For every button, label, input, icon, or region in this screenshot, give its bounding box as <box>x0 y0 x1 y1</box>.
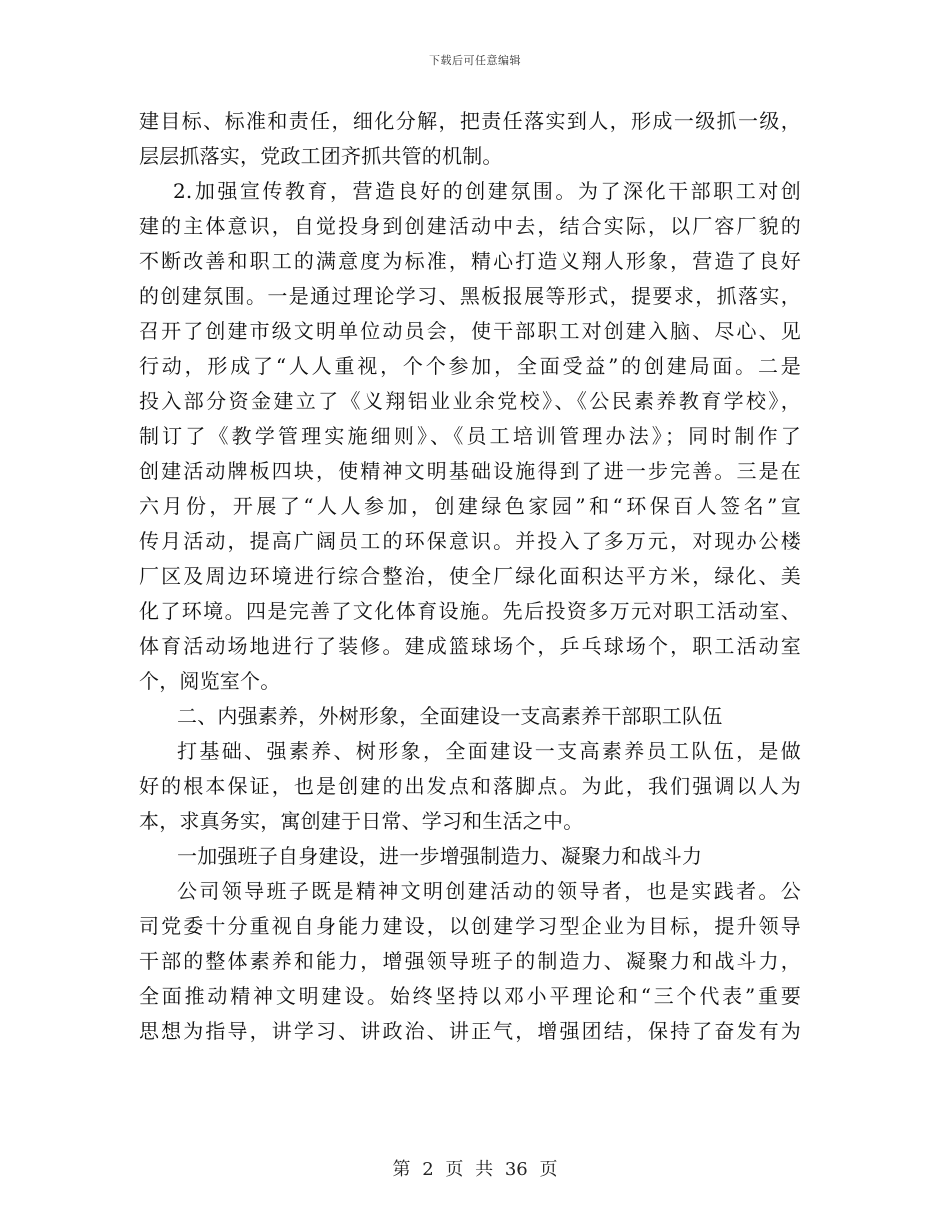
text-line: 司党委十分重视自身能力建设，以创建学习型企业为目标，提升领导 <box>139 914 801 938</box>
text-line: 化了环境。四是完善了文化体育设施。先后投资多万元对职工活动室、 <box>139 599 801 623</box>
document-body <box>139 104 801 1049</box>
text-line: 好的根本保证，也是创建的出发点和落脚点。为此，我们强调以人为 <box>139 774 801 798</box>
text-line: 创建活动牌板四块，使精神文明基础设施得到了进一步完善。三是在 <box>139 459 801 483</box>
page-header: 下载后可任意编辑 <box>429 54 521 67</box>
text-line: 召开了创建市级文明单位动员会，使干部职工对创建入脑、尽心、见 <box>139 319 801 343</box>
text-line: 不断改善和职工的满意度为标准，精心打造义翔人形象，营造了良好 <box>139 249 801 273</box>
text-line: 打基础、强素养、树形象，全面建设一支高素养员工队伍，是做 <box>177 739 801 763</box>
text-line: 个，阅览室个。 <box>139 669 281 693</box>
section-heading: 二、内强素养，外树形象，全面建设一支高素养干部职工队伍 <box>177 704 723 728</box>
text-line: 行动，形成了“人人重视，个个参加，全面受益”的创建局面。二是 <box>139 354 801 378</box>
text-line: 六月份，开展了“人人参加，创建绿色家园”和“环保百人签名”宣 <box>139 494 801 518</box>
text-line: 体育活动场地进行了装修。建成篮球场个，乒乓球场个，职工活动室 <box>139 634 801 658</box>
text-line: 本，求真务实，寓创建于日常、学习和生活之中。 <box>139 809 584 833</box>
text-line: 厂区及周边环境进行综合整治，使全厂绿化面积达平方米，绿化、美 <box>139 564 801 588</box>
text-line: 全面推动精神文明建设。始终坚持以邓小平理论和“三个代表”重要 <box>139 984 801 1008</box>
page-number: 第 2 页 共 36 页 <box>392 1159 558 1180</box>
text-line: 建目标、标准和责任，细化分解，把责任落实到人，形成一级抓一级， <box>139 109 801 133</box>
text-line: 建的主体意识，自觉投身到创建活动中去，结合实际，以厂容厂貌的 <box>139 214 801 238</box>
text-line: 层层抓落实，党政工团齐抓共管的机制。 <box>139 144 503 168</box>
text-line: 公司领导班子既是精神文明创建活动的领导者，也是实践者。公 <box>177 879 801 903</box>
subsection-heading: 一加强班子自身建设，进一步增强制造力、凝聚力和战斗力 <box>177 844 703 868</box>
text-line: 思想为指导，讲学习、讲政治、讲正气，增强团结，保持了奋发有为 <box>139 1019 801 1043</box>
text-line: 的创建氛围。一是通过理论学习、黑板报展等形式，提要求，抓落实， <box>139 284 801 308</box>
text-line: 传月活动，提高广阔员工的环保意识。并投入了多万元，对现办公楼 <box>139 529 801 553</box>
paragraph-heading: 2.加强宣传教育，营造良好的创建氛围。为了深化干部职工对创 <box>173 179 801 203</box>
text-line: 制订了《教学管理实施细则》、《员工培训管理办法》；同时制作了 <box>139 424 801 448</box>
text-line: 干部的整体素养和能力，增强领导班子的制造力、凝聚力和战斗力， <box>139 949 801 973</box>
text-line: 投入部分资金建立了《义翔铝业业余党校》、《公民素养教育学校》， <box>139 389 801 413</box>
